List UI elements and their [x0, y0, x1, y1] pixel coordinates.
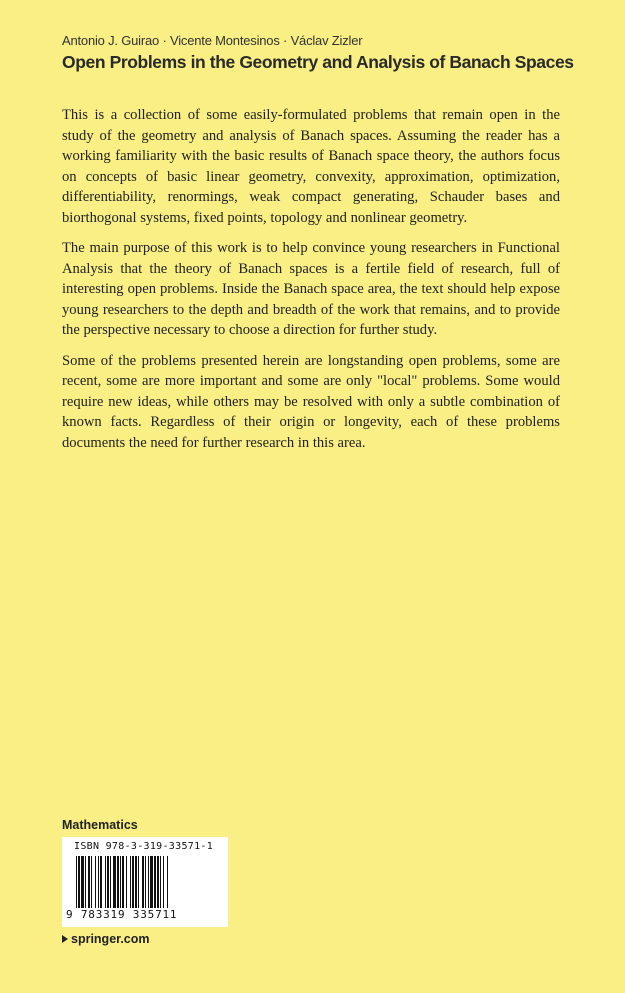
publisher-link[interactable]: [62, 932, 150, 946]
subject-category: Mathematics: [62, 818, 138, 832]
blurb-paragraph: Some of the problems presented herein are longstanding open problems, some are recent, some are more important and some are only "local" problems. Some would require new ideas, while others may be resolved with only a subtle combination of known facts. Regardless of their origin or longevity, each of these problems documents the need for further research in this area.: [62, 352, 560, 451]
publisher-url: springer.com: [71, 932, 150, 946]
book-title: Open Problems in the Geometry and Analysis of Banach Spaces: [62, 52, 574, 72]
author-names: Antonio J. Guirao · Vicente Montesinos · Václav Zizler: [62, 33, 363, 48]
isbn-barcode: [62, 837, 228, 927]
arrow-right-icon: [62, 935, 68, 943]
barcode-bars: [74, 856, 222, 908]
barcode-digits: 9 783319 335711: [66, 908, 178, 921]
blurb-paragraph: The main purpose of this work is to help convince young researchers in Functional Analysis that the theory of Banach spaces is a fertile field of research, full of interesting open problems. Inside the Banach space area, the text should help expose young researchers to the depth and breadth of the work that remains, and to provide the perspective necessary to choose a direction for further study.: [62, 240, 560, 338]
isbn-label: ISBN 978-3-319-33571-1: [74, 841, 214, 852]
back-cover-blurb: [62, 105, 560, 463]
blurb-paragraph: This is a collection of some easily-formulated problems that remain open in the study of the geometry and analysis of Banach spaces. Assuming the reader has a working familiarity with the basic results of Banach space theory, the authors focus on concepts of basic linear geometry, convexity, approximation, optimization, differentiability, renormings, weak compact generating, Schauder bases and biorthogonal systems, fixed points, topology and nonlinear geometry.: [62, 107, 560, 226]
